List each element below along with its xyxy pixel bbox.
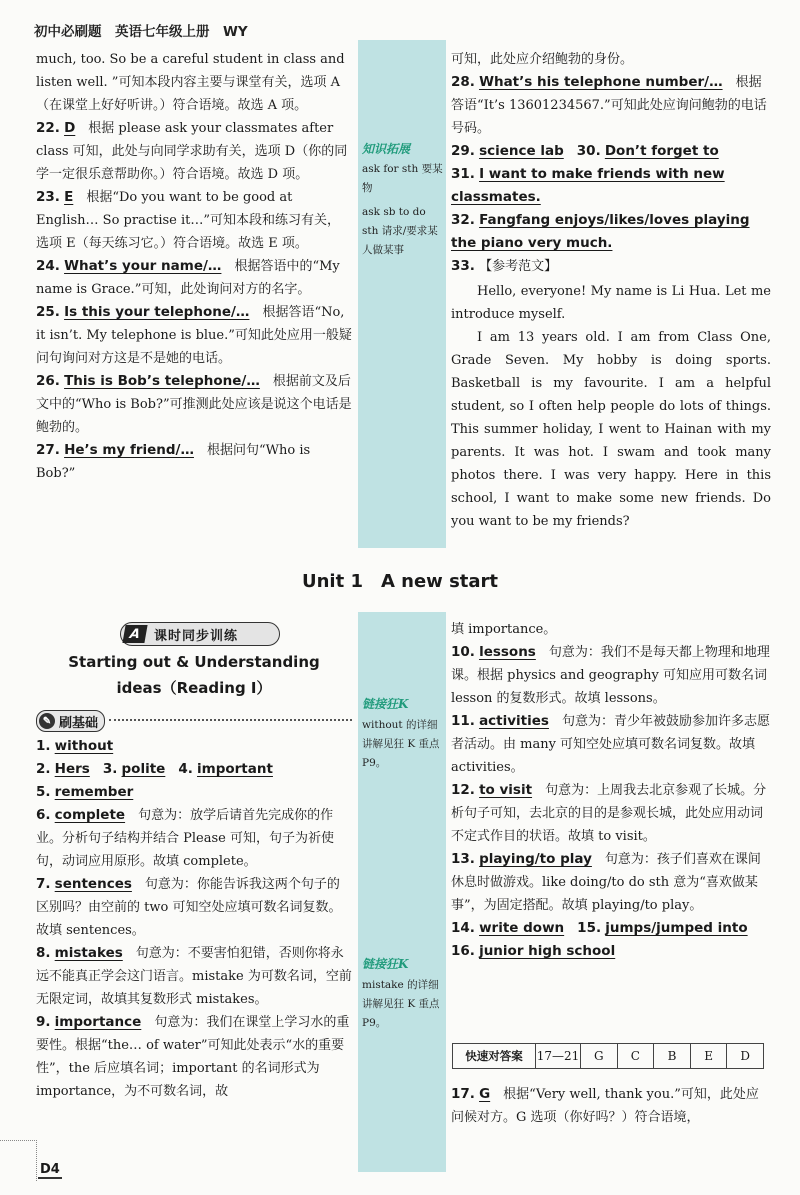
- answer-key: What’s your name/…: [64, 258, 222, 274]
- answer-item: [36, 301, 352, 370]
- answer-text: 句意为：孩子们喜欢在课间休息时做游戏。like doing/to do sth 意为“喜欢做某事”，为固定搭配。故填 playing/to play。: [451, 852, 761, 913]
- answer-key: polite: [121, 761, 166, 777]
- answers-bottom-left: [36, 735, 352, 1103]
- answer-item: [451, 163, 771, 209]
- answer-number: 6.: [36, 807, 51, 823]
- answer-number: 24.: [36, 258, 60, 274]
- answer-item: [36, 439, 352, 485]
- badge-text: 课时同步训练: [154, 628, 239, 644]
- answer-number: 17.: [451, 1086, 475, 1102]
- answer-number: 3.: [102, 761, 118, 777]
- answers-top-left: [36, 48, 352, 485]
- answer-number: 11.: [451, 713, 475, 729]
- answer-key: sentences: [54, 876, 132, 892]
- answer-item: [451, 848, 771, 917]
- answer-text: 根据“Very well, thank you.”可知，此处应问候对方。G 选项（你好吗？）符合语境，: [451, 1087, 759, 1125]
- sidebar-top-line: ask sb to do sth 请求/要求某人做某事: [362, 206, 438, 256]
- essay-paragraph: Hello, everyone! My name is Li Hua. Let me introduce myself.: [451, 284, 771, 322]
- quick-answer-cell: E: [690, 1044, 727, 1068]
- answer-item: [36, 48, 352, 117]
- answer-item: [36, 873, 352, 942]
- answer-key: Hers: [54, 761, 90, 777]
- answers-top-right: [451, 48, 771, 533]
- answer-number: 32.: [451, 212, 475, 228]
- answer-text: 可知，此处应介绍鲍勃的身份。: [451, 52, 634, 67]
- answer-number: 4.: [178, 761, 193, 777]
- answer-number: 1.: [36, 738, 51, 754]
- answer-key: jumps/jumped into: [605, 920, 748, 936]
- basic-label-text: 刷基础: [59, 715, 99, 731]
- answer-text: 句意为：我们在课堂上学习水的重要性。根据“the… of water”可知此处表示“水的重要性”，the 后应填名词；important 的名词形式为 importance，为不可数名词，故: [36, 1015, 350, 1099]
- answer-number: 10.: [451, 644, 475, 660]
- answer-number: 27.: [36, 442, 60, 458]
- answer-text: 根据答语中的“My name is Grace.”可知，此处询问对方的名字。: [36, 259, 340, 297]
- answer-key: E: [64, 189, 74, 205]
- quick-answer-cell: C: [617, 1044, 654, 1068]
- answer-text: 句意为：青少年被鼓励参加许多志愿者活动。由 many 可知空处应填可数名词复数。故填 activities。: [451, 714, 770, 775]
- lesson-title-line: Starting out & Understanding: [68, 653, 320, 671]
- answer-text: 根据问句“Who is Bob?”: [36, 443, 311, 481]
- answer-number: 9.: [36, 1014, 51, 1030]
- answer-number: 13.: [451, 851, 475, 867]
- answer-text: 根据前文及后文中的“Who is Bob?”可推测此处应该是说这个电话是鲍勃的。: [36, 374, 352, 435]
- answer-key: He’s my friend/…: [64, 442, 194, 458]
- answer-number: 16.: [451, 943, 475, 959]
- answer-item: [36, 186, 352, 255]
- answer-item: [451, 710, 771, 779]
- essay-paragraph: I am 13 years old. I am from Class One, Grade Seven. My hobby is doing sports. Basketball is my favourite. I am a helpful student, so I often help people do lots of things. This summer holiday, I went to Hainan with my parents. It was hot. I swam and took many photos there. I was very happy. Here in this school, I want to make some new friends. Do you want to be my friends?: [451, 330, 771, 529]
- answer-text: 根据答语“No, it isn’t. My telephone is blue.”可知此处应用一般疑问句询问对方这是不是她的电话。: [36, 305, 352, 366]
- answer-key: What’s his telephone number/…: [479, 74, 723, 90]
- answer-item: [451, 48, 771, 71]
- page-number: D4: [40, 1162, 60, 1177]
- answer-key: to visit: [479, 782, 533, 798]
- answer-key: Fangfang enjoys/likes/loves playing the piano very much.: [451, 212, 750, 251]
- answer-text: 根据答语“It’s 13601234567.”可知此处应询问鲍勃的电话号码。: [451, 75, 767, 136]
- answer-item: [451, 940, 771, 963]
- brush-icon: ✎: [39, 713, 55, 729]
- answer-number: 30.: [576, 143, 601, 159]
- basic-section-header: [36, 710, 352, 732]
- running-header: 初中必刷题 英语七年级上册 WY: [34, 24, 248, 40]
- answer-key: activities: [479, 713, 549, 729]
- answer-text: 句意为：上周我去北京参观了长城。分析句子可知，去北京的目的是参观长城，此处应用动词不定式作目的状语。故填 to visit。: [451, 783, 767, 844]
- answer-number: 7.: [36, 876, 51, 892]
- answer-key: write down: [479, 920, 565, 936]
- answer-key: I want to make friends with new classmates.: [451, 166, 725, 205]
- answer-key: Is this your telephone/…: [64, 304, 250, 320]
- sidebar-top-heading: 知识拓展: [362, 142, 411, 156]
- answer-number: 28.: [451, 74, 475, 90]
- answer-item: [36, 370, 352, 439]
- lesson-title-line: ideas（Reading Ⅰ）: [116, 679, 272, 697]
- answer-item: [36, 117, 352, 186]
- answer-item: [36, 758, 352, 781]
- answer-item: [451, 209, 771, 255]
- answer-key: importance: [54, 1014, 142, 1030]
- answer-key: This is Bob’s telephone/…: [64, 373, 260, 389]
- sidebar-link-heading: 链接狂K: [362, 957, 409, 971]
- answer-text: 根据 please ask your classmates after class 可知，此处与向同学求助有关，选项 D（你的同学一定很乐意帮助你。）符合语境。故选 D 项。: [36, 121, 348, 182]
- sidebar-top: [358, 40, 446, 548]
- answer-key: playing/to play: [479, 851, 592, 867]
- answer-item: [36, 735, 352, 758]
- answer-item: [451, 140, 771, 163]
- unit-title: Unit 1 A new start: [301, 571, 499, 592]
- answers-bottom-right: [451, 618, 771, 963]
- basic-label: [36, 710, 105, 732]
- answer-key: important: [197, 761, 273, 777]
- answer-item: [36, 942, 352, 1011]
- answer-key: without: [54, 738, 114, 754]
- answer-key: Don’t forget to: [604, 143, 719, 159]
- answer-item: [36, 804, 352, 873]
- answer-text: 填 importance。: [451, 622, 557, 637]
- answer-text: 句意为：放学后请首先完成你的作业。分析句子结构并结合 Please 可知，句子为祈使句，动词应用原形。故填 complete。: [36, 808, 334, 869]
- answer-number: 12.: [451, 782, 475, 798]
- answer-item: [451, 917, 771, 940]
- answer-key: lessons: [479, 644, 536, 660]
- answer-text: 句意为：我们不是每天都上物理和地理课。根据 physics and geography 可知应用可数名词 lesson 的复数形式。故填 lessons。: [451, 645, 770, 706]
- answer-number: 29.: [451, 143, 475, 159]
- answer-number: 5.: [36, 784, 51, 800]
- answer-item: [451, 71, 771, 140]
- sidebar-link-text: mistake 的详细讲解见狂 K 重点 P9。: [362, 979, 440, 1029]
- sidebar-link-text: without 的详细讲解见狂 K 重点 P9。: [362, 719, 440, 769]
- dotted-divider: [109, 719, 352, 721]
- answer-number: 23.: [36, 189, 60, 205]
- badge-letter: A: [122, 625, 147, 643]
- quick-answer-table: [452, 1043, 764, 1069]
- answer-number: 14.: [451, 920, 475, 936]
- answer-key: complete: [54, 807, 126, 823]
- answer-key: remember: [54, 784, 134, 800]
- quick-answer-range: 17—21: [535, 1044, 580, 1068]
- answer-number: 25.: [36, 304, 60, 320]
- answer-number: 15.: [577, 920, 602, 936]
- answer-key: junior high school: [479, 943, 616, 959]
- answer-text: 句意为：你能告诉我这两个句子的区别吗？由空前的 two 可知空处应填可数名词复数。故填 sentences。: [36, 877, 342, 938]
- answer-number: 2.: [36, 761, 51, 777]
- answer-number: 22.: [36, 120, 60, 136]
- answer-key: mistakes: [54, 945, 123, 961]
- answer-text: 根据“Do you want to be good at English… So practise it…”可知本段和练习有关，选项 E（每天练习它。）符合语境。故选 E 项。: [36, 190, 341, 251]
- quick-answer-label: 快速对答案: [465, 1049, 523, 1063]
- answer-text: much, too. So be a careful student in class and listen well. ”可知本段内容主要与课堂有关，选项 A（在课堂上好好听讲。）符合语境。故选 A 项。: [36, 52, 345, 113]
- answer-number: 8.: [36, 945, 51, 961]
- answer-text: 句意为：不要害怕犯错，否则你将永远不能真正学会这门语言。mistake 为可数名词，空前无限定词，故填其复数形式 mistakes。: [36, 946, 352, 1007]
- answer-item: [451, 255, 771, 278]
- answer-key: science lab: [479, 143, 564, 159]
- model-essay: [451, 280, 771, 533]
- answer-key: G: [479, 1086, 491, 1102]
- answer-item: [36, 1011, 352, 1103]
- quick-answer-cell: G: [580, 1044, 617, 1068]
- answer-item: [451, 641, 771, 710]
- answer-item: [36, 255, 352, 301]
- sidebar-top-line: ask for sth 要某物: [362, 163, 443, 194]
- answer-number: 33.: [451, 258, 475, 274]
- answer-item-17: [451, 1083, 771, 1129]
- page-corner-decoration: [0, 1140, 37, 1181]
- lesson-badge: [120, 622, 280, 646]
- answer-item: [36, 781, 352, 804]
- sidebar-link-heading: 链接狂K: [362, 697, 409, 711]
- answer-item: [451, 1083, 771, 1129]
- answer-number: 31.: [451, 166, 475, 182]
- answer-item: [451, 618, 771, 641]
- answer-key: D: [64, 120, 76, 136]
- answer-item: [451, 779, 771, 848]
- quick-answer-cell: D: [726, 1044, 763, 1068]
- quick-answer-cell: B: [653, 1044, 690, 1068]
- answer-number: 26.: [36, 373, 60, 389]
- answer-text: 【参考范文】: [479, 259, 558, 274]
